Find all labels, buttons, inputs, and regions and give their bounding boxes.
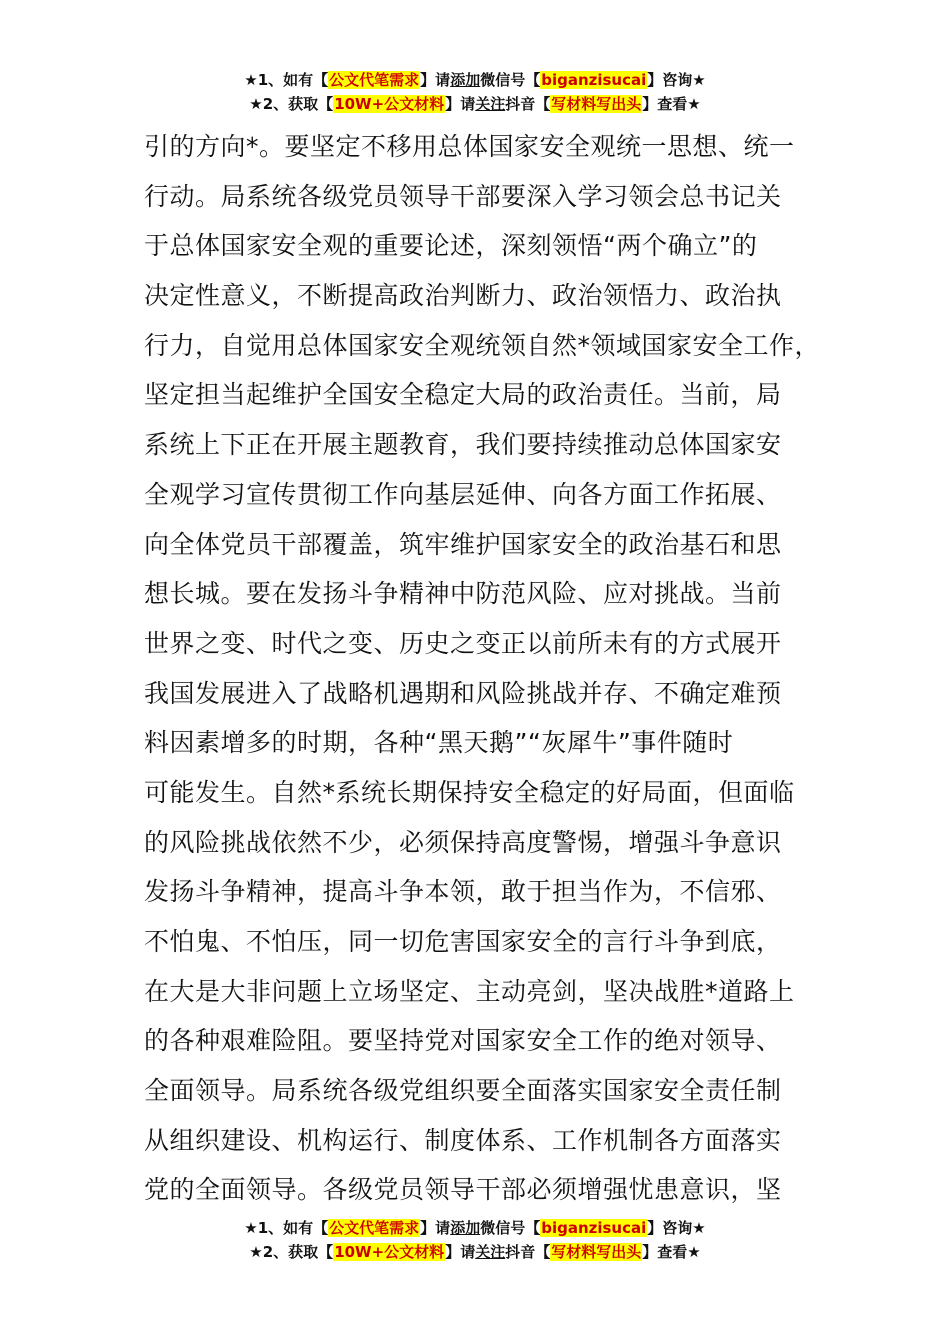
body-paragraph xyxy=(144,122,824,1215)
banner-line-1 xyxy=(0,1216,950,1240)
banner-highlight: 10W+公文材料 xyxy=(334,1243,445,1261)
banner-text: 】请 xyxy=(420,1219,451,1237)
banner-highlight: biganzisucai xyxy=(541,1219,647,1237)
top-banner xyxy=(0,68,950,116)
body-line: 不怕鬼、不怕压，同一切危害国家安全的言行斗争到底， xyxy=(144,927,782,956)
body-line: 行力，自觉用总体国家安全观统领自然*领域国家安全工作， xyxy=(144,330,821,360)
body-line: 的风险挑战依然不少，必须保持高度警惕，增强斗争意识 xyxy=(144,827,782,857)
banner-line-2 xyxy=(0,1240,950,1264)
banner-text: 抖音【 xyxy=(505,95,551,113)
body-line: 行动。局系统各级党员领导干部要深入学习领会总书记关 xyxy=(144,181,782,211)
banner-underlined-text: 添加 xyxy=(450,1219,481,1237)
banner-text: 微信号【 xyxy=(480,71,541,89)
body-line: 在大是大非问题上立场坚定、主动亮剑，坚决战胜*道路上 xyxy=(144,976,795,1006)
body-line: 全面领导。局系统各级党组织要全面落实国家安全责任制 xyxy=(144,1076,782,1106)
banner-text: 】请 xyxy=(445,95,476,113)
banner-text: 】查看★ xyxy=(642,95,701,113)
body-line: 从组织建设、机构运行、制度体系、工作机制各方面落实 xyxy=(144,1125,782,1155)
banner-text: ★1、如有【 xyxy=(244,1219,329,1237)
body-line: 可能发生。自然*系统长期保持安全稳定的好局面，但面临 xyxy=(144,777,795,807)
banner-highlight: 公文代笔需求 xyxy=(329,71,420,89)
banner-text: ★2、获取【 xyxy=(249,95,334,113)
banner-highlight: biganzisucai xyxy=(541,71,647,89)
banner-underlined-text: 添加 xyxy=(450,71,481,89)
banner-highlight: 写材料写出头 xyxy=(551,1243,642,1261)
body-line: 世界之变、时代之变、历史之变正以前所未有的方式展开 xyxy=(144,628,782,658)
bottom-banner xyxy=(0,1216,950,1264)
banner-highlight: 10W+公文材料 xyxy=(334,95,445,113)
banner-line-1 xyxy=(0,68,950,92)
body-line: 料因素增多的时期，各种“黑天鹅”“灰犀牛”事件随时 xyxy=(144,728,734,758)
banner-underlined-text: 关注 xyxy=(475,95,506,113)
banner-text: 】请 xyxy=(420,71,451,89)
banner-text: 微信号【 xyxy=(480,1219,541,1237)
body-line: 我国发展进入了战略机遇期和风险挑战并存、不确定难预 xyxy=(144,678,782,708)
banner-text: 抖音【 xyxy=(505,1243,551,1261)
body-line: 的各种艰难险阻。要坚持党对国家安全工作的绝对领导、 xyxy=(144,1026,782,1056)
banner-text: ★2、获取【 xyxy=(249,1243,334,1261)
body-line: 党的全面领导。各级党员领导干部必须增强忧患意识，坚 xyxy=(144,1175,782,1205)
banner-line-2 xyxy=(0,92,950,116)
banner-text: 】请 xyxy=(445,1243,476,1261)
banner-highlight: 写材料写出头 xyxy=(551,95,642,113)
banner-text: 】咨询★ xyxy=(647,1219,706,1237)
body-line: 坚定担当起维护全国安全稳定大局的政治责任。当前，局 xyxy=(144,380,782,410)
body-line: 决定性意义，不断提高政治判断力、政治领悟力、政治执 xyxy=(144,281,782,311)
body-line: 想长城。要在发扬斗争精神中防范风险、应对挑战。当前 xyxy=(144,579,782,609)
body-line: 于总体国家安全观的重要论述，深刻领悟“两个确立”的 xyxy=(144,231,758,261)
banner-highlight: 公文代笔需求 xyxy=(329,1219,420,1237)
body-line: 系统上下正在开展主题教育，我们要持续推动总体国家安 xyxy=(144,430,782,460)
body-line: 向全体党员干部覆盖，筑牢维护国家安全的政治基石和思 xyxy=(144,529,782,559)
banner-text: ★1、如有【 xyxy=(244,71,329,89)
body-line: 发扬斗争精神，提高斗争本领，敢于担当作为，不信邪、 xyxy=(144,877,782,907)
banner-text: 】咨询★ xyxy=(647,71,706,89)
banner-underlined-text: 关注 xyxy=(475,1243,506,1261)
body-line: 全观学习宣传贯彻工作向基层延伸、向各方面工作拓展、 xyxy=(144,479,782,509)
banner-text: 】查看★ xyxy=(642,1243,701,1261)
body-line: 引的方向*。要坚定不移用总体国家安全观统一思想、统一 xyxy=(144,132,795,161)
